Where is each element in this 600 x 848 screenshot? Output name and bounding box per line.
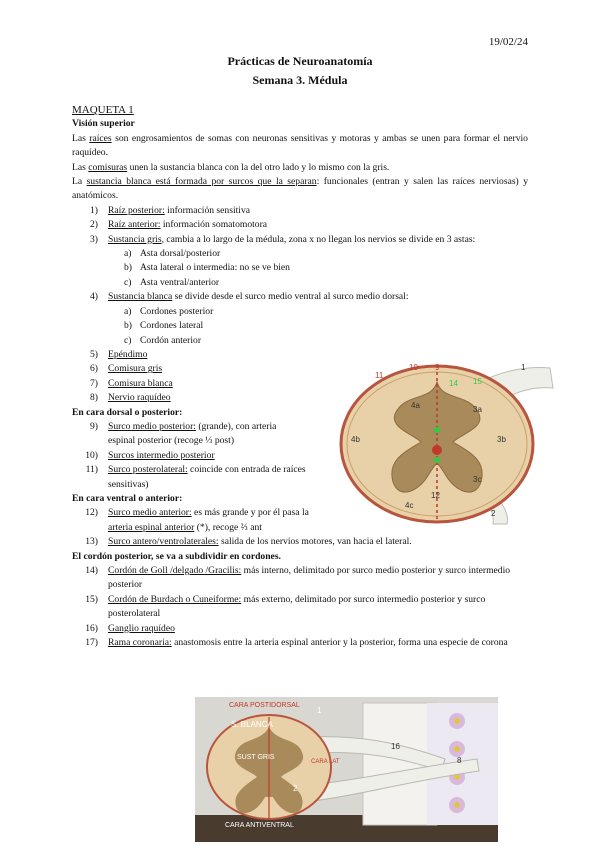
figure-label: CARA ANTIVENTRAL	[225, 822, 294, 829]
heading-cara-dorsal: En cara dorsal o posterior:	[72, 406, 183, 418]
figure-label: 11	[375, 371, 384, 380]
list-item: 12) Surco medio anterior: es más grande y por él pasa la arteria espinal anterior (*), recoge ⅔ ant	[85, 507, 309, 533]
list-item: 6) Comisura gris	[90, 363, 163, 375]
figure-label: 1	[521, 363, 526, 372]
paragraph-raices: Las raíces son engrosamientos de somas con neuronas sensitivas y motoras y ambas se unen para formar el nervio raquídeo.	[72, 132, 528, 159]
list-item: 1) Raíz posterior: información sensitiva	[90, 204, 251, 216]
figure-label: 3c	[473, 475, 482, 484]
figure-label: 9	[435, 363, 440, 372]
list-item: 8) Nervio raquídeo	[90, 392, 171, 404]
list-item: 14) Cordón de Goll /delgado /Gracilis: más interno, delimitado por surco medio posterior y surco intermedio posterior	[85, 565, 511, 591]
list-item: 2) Raíz anterior: información somatomotora	[90, 219, 268, 231]
sub-item: b) Cordones lateral	[124, 320, 204, 332]
paragraph-sustancia-blanca: La sustancia blanca está formada por surcos que la separan: funcionales (entran y salen las raíces nerviosas) y anatómicos.	[72, 176, 528, 202]
section-maqueta: MAQUETA 1	[72, 104, 134, 116]
sub-item: a) Cordones posterior	[124, 305, 214, 317]
figure-label: 4c	[405, 501, 414, 510]
list-item: 5) Epéndimo	[90, 348, 148, 360]
figure-label: S. BLANCA	[231, 720, 273, 729]
figure-label: CARA LAT	[311, 759, 340, 765]
spinal-cord-model-photo	[335, 352, 555, 527]
figure-label: 1	[317, 706, 322, 715]
figure-label: 16	[391, 742, 400, 751]
figure-label: 3a	[473, 405, 482, 414]
heading-vision-superior: Visión superior	[72, 118, 135, 130]
list-item: 13) Surco antero/ventrolaterales: salida de los nervios motores, van hacia el lateral.	[85, 536, 412, 548]
sub-item: c) Asta ventral/anterior	[124, 276, 220, 288]
list-item: 15) Cordón de Burdach o Cuneiforme: más externo, delimitado por surco intermedio posterior y surco posterolateral	[85, 593, 486, 620]
figure-label: 2	[293, 784, 298, 793]
sub-item: c) Cordón anterior	[124, 334, 202, 346]
figure-label: 2	[491, 509, 496, 518]
list-item: 17) Rama coronaria: anastomosis entre la arteria espinal anterior y la posterior, forma una especie de corona	[85, 637, 508, 649]
page-subtitle: Semana 3. Médula	[252, 73, 348, 87]
list-item: 7) Comisura blanca	[90, 377, 173, 389]
figure-label: 4b	[351, 435, 360, 444]
list-item: 3) Sustancia gris, cambia a lo largo de la médula, zona x no llegan los nervios se divide en 3 astas:	[90, 233, 476, 245]
figure-label: 10	[409, 363, 418, 372]
paragraph-comisuras: Las comisuras unen la sustancia blanca con la del otro lado y lo mismo con la gris.	[72, 161, 390, 173]
figure-label: CARA POSTIDORSAL	[229, 702, 300, 709]
spinal-cord-segment-photo	[195, 697, 498, 842]
sub-item: a) Asta dorsal/posterior	[124, 248, 221, 260]
figure-label: SUST GRIS	[237, 754, 275, 761]
figure-label: 15	[473, 377, 482, 386]
heading-cordon-posterior: El cordón posterior, se va a subdividir en cordones.	[72, 550, 281, 562]
figure-label: 14	[449, 379, 458, 388]
heading-cara-ventral: En cara ventral o anterior:	[72, 492, 183, 504]
list-item: 11) Surco posterolateral: coincide con entrada de raíces sensitivas)	[85, 464, 306, 490]
sub-item: b) Asta lateral o intermedia: no se ve bien	[124, 262, 290, 274]
figure-label: 8	[457, 756, 462, 765]
figure-label: 4a	[411, 401, 420, 410]
list-item: 16) Ganglio raquídeo	[85, 622, 175, 634]
list-item: 9) Surco medio posterior: (grande), con arteria espinal posterior (recoge ⅓ post)	[90, 420, 277, 447]
page-title: Prácticas de Neuroanatomía	[227, 54, 373, 68]
list-item: 4) Sustancia blanca se divide desde el surco medio ventral al surco medio dorsal:	[90, 291, 409, 303]
list-item: 10) Surcos intermedio posterior	[85, 449, 215, 461]
figure-label: 3b	[497, 435, 506, 444]
figure-label: 12	[431, 491, 440, 500]
date: 19/02/24	[488, 36, 528, 48]
